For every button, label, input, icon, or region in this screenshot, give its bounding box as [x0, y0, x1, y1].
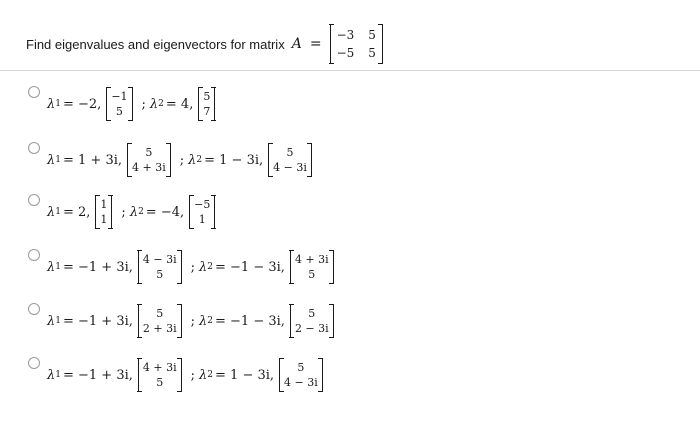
vector-entry: −1	[111, 90, 128, 103]
eigenvector-1	[95, 195, 112, 229]
eigenvalue-1: = −2,	[62, 96, 102, 112]
lambda-subscript: 2	[158, 99, 164, 109]
lambda-symbol: λ	[47, 152, 56, 168]
vector-entry: 5	[115, 105, 123, 118]
matrix-a	[330, 24, 383, 64]
vector-entry: 4 + 3i	[294, 253, 329, 266]
lambda-symbol: λ	[47, 367, 56, 383]
answer-option[interactable]	[0, 188, 700, 242]
lambda-subscript: 2	[138, 207, 144, 217]
lambda-symbol: λ	[188, 152, 197, 168]
vector-entry: 4 − 3i	[284, 376, 318, 389]
vector-entry: 5	[145, 146, 153, 159]
eigenvector-1	[106, 87, 132, 121]
lambda-subscript: 1	[55, 316, 61, 326]
vector-entry: 5	[297, 361, 305, 374]
eigenvalue-1: = −1 + 3i,	[62, 259, 133, 275]
question-prompt	[26, 22, 383, 66]
eigenvector-1	[138, 304, 182, 338]
vector-entry: 5	[308, 268, 316, 281]
answer-option[interactable]	[0, 136, 700, 190]
lambda-subscript: 1	[55, 155, 61, 165]
vector-entry: 5	[308, 307, 316, 320]
vector-entry: 7	[203, 105, 211, 118]
separator: ;	[190, 259, 196, 275]
answer-option[interactable]	[0, 351, 700, 405]
lambda-subscript: 1	[55, 99, 61, 109]
lambda-symbol: λ	[47, 313, 56, 329]
option-expression	[47, 243, 339, 291]
eigenvector-2	[290, 250, 334, 284]
matrix-cell: 5	[368, 46, 376, 60]
lambda-symbol: λ	[47, 96, 56, 112]
vector-entry: 5	[156, 307, 164, 320]
option-expression	[47, 351, 328, 399]
eigenvalue-1: = −1 + 3i,	[62, 367, 133, 383]
question-text: Find eigenvalues and eigenvectors for matrix	[26, 36, 285, 52]
option-expression	[47, 188, 220, 236]
eigenvalue-2: = −1 − 3i,	[215, 313, 285, 329]
vector-entry: 2 + 3i	[142, 322, 177, 335]
vector-entry: 4 − 3i	[142, 253, 177, 266]
vector-entry: −5	[194, 198, 211, 211]
vector-entry: 4 − 3i	[273, 161, 307, 174]
radio-button[interactable]	[28, 86, 40, 98]
separator: ;	[179, 152, 185, 168]
lambda-subscript: 1	[55, 207, 61, 217]
vector-entry: 5	[286, 146, 294, 159]
vector-entry: 5	[156, 376, 164, 389]
radio-button[interactable]	[28, 303, 40, 315]
answer-option[interactable]	[0, 297, 700, 351]
eigenvector-1	[138, 358, 182, 392]
eigenvector-2	[198, 87, 215, 121]
eigenvector-2	[279, 358, 323, 392]
vector-entry: 5	[203, 90, 211, 103]
vector-entry: 5	[156, 268, 164, 281]
eigenvector-2	[189, 195, 215, 229]
lambda-subscript: 2	[207, 316, 214, 326]
lambda-subscript: 2	[196, 155, 203, 165]
eigenvector-1	[127, 143, 171, 177]
lambda-symbol: λ	[129, 204, 139, 220]
radio-button[interactable]	[28, 142, 40, 154]
eigenvector-1	[138, 250, 182, 284]
matrix-cell: −5	[336, 46, 355, 60]
separator: ;	[190, 367, 196, 383]
lambda-symbol: λ	[199, 367, 208, 383]
vector-entry: 2 − 3i	[294, 322, 329, 335]
lambda-symbol: λ	[199, 313, 208, 329]
eigenvalue-2: = 4,	[165, 96, 194, 112]
eigenvalue-2: = −4,	[145, 204, 185, 220]
divider	[0, 70, 700, 71]
lambda-subscript: 2	[207, 370, 214, 380]
separator: ;	[121, 204, 126, 220]
eigenvalue-2: = 1 − 3i,	[215, 367, 275, 383]
lambda-symbol: λ	[47, 259, 56, 275]
lambda-subscript: 1	[55, 370, 61, 380]
eigenvalue-2: = −1 − 3i,	[215, 259, 285, 275]
eigenvalue-1: = 1 + 3i,	[62, 152, 122, 168]
vector-entry: 1	[100, 198, 108, 211]
matrix-cell: 5	[368, 28, 376, 42]
vector-entry: 1	[198, 213, 206, 226]
matrix-cell: −3	[336, 28, 355, 42]
lambda-symbol: λ	[47, 204, 56, 220]
lambda-subscript: 2	[207, 262, 214, 272]
eigenvalue-2: = 1 − 3i,	[204, 152, 264, 168]
vector-entry: 4 + 3i	[142, 361, 177, 374]
lambda-subscript: 1	[55, 262, 61, 272]
separator: ;	[141, 96, 146, 112]
lambda-symbol: λ	[199, 259, 208, 275]
eigenvalue-1: = 2,	[62, 204, 91, 220]
matrix-variable: A	[291, 36, 302, 52]
eigenvector-2	[290, 304, 334, 338]
vector-entry: 1	[100, 213, 108, 226]
radio-button[interactable]	[28, 194, 40, 206]
radio-button[interactable]	[28, 249, 40, 261]
separator: ;	[190, 313, 196, 329]
option-expression	[47, 80, 220, 128]
radio-button[interactable]	[28, 357, 40, 369]
lambda-symbol: λ	[149, 96, 159, 112]
answer-option[interactable]	[0, 80, 700, 134]
eigenvalue-1: = −1 + 3i,	[62, 313, 133, 329]
vector-entry: 4 + 3i	[132, 161, 166, 174]
equals-sign: =	[309, 36, 322, 52]
option-expression	[47, 136, 317, 184]
option-expression	[47, 297, 339, 345]
answer-option[interactable]	[0, 243, 700, 297]
eigenvector-2	[268, 143, 312, 177]
